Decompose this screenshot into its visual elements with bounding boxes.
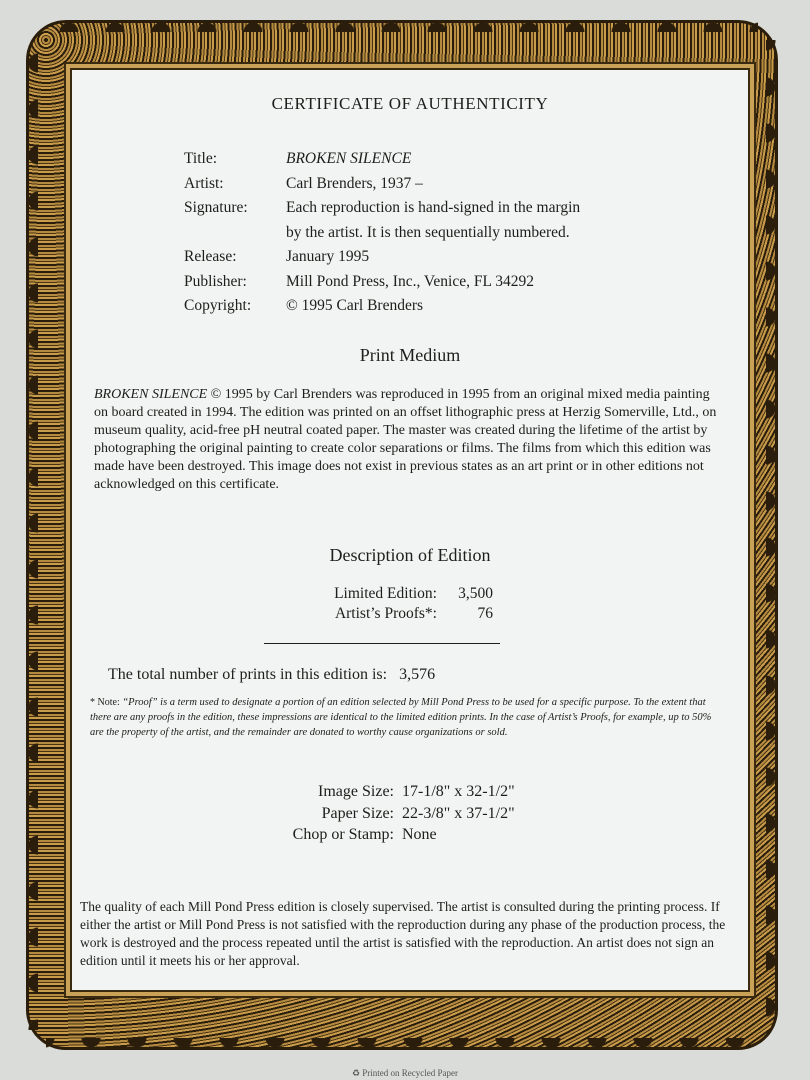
edition-table bbox=[292, 584, 493, 624]
artwork-info bbox=[184, 147, 666, 319]
edition-heading: Description of Edition bbox=[329, 545, 491, 565]
proof-note bbox=[90, 695, 720, 740]
info-row-release bbox=[184, 245, 666, 270]
size-row-paper bbox=[268, 803, 515, 825]
print-medium-heading: Print Medium bbox=[359, 345, 461, 365]
info-row-copyright bbox=[184, 294, 666, 319]
edition-row-proofs bbox=[292, 604, 493, 624]
info-row-publisher bbox=[184, 270, 666, 295]
info-label: Signature: bbox=[184, 199, 248, 216]
edition-label: Limited Edition: bbox=[334, 585, 437, 602]
size-table bbox=[268, 781, 515, 846]
size-row-chop bbox=[268, 824, 515, 846]
print-medium-title: BROKEN SILENCE bbox=[94, 387, 208, 402]
size-label: Chop or Stamp: bbox=[292, 826, 394, 843]
edition-value: 76 bbox=[477, 605, 493, 622]
size-value: None bbox=[402, 826, 437, 843]
edition-label: Artist’s Proofs*: bbox=[334, 605, 437, 622]
info-label: Artist: bbox=[184, 174, 224, 192]
info-value: © 1995 Carl Brenders bbox=[286, 297, 424, 314]
print-medium-body: © 1995 by Carl Brenders was reproduced in 1995 from an original mixed media painting on board created in 1994. The edition was printed on an offset lithographic press at Herzig Somerville, Ltd., on museum quality, acid-free pH neutral coated paper. The master was created during the lifetime of the artist by photographing the original painting to create color separations or films. The films from which this edition was made have been destroyed. This image does not exist in previous states as an art print or in other editions not acknowledged on this certificate. bbox=[94, 387, 717, 492]
border-scallop-top bbox=[46, 12, 758, 32]
info-value: Carl Brenders, 1937 – bbox=[286, 174, 423, 192]
print-medium-paragraph bbox=[94, 386, 720, 494]
info-value: January 1995 bbox=[286, 248, 370, 265]
info-value: BROKEN SILENCE bbox=[286, 150, 412, 167]
info-value: by the artist. It is then sequentially numbered. bbox=[286, 223, 570, 241]
certificate-title: CERTIFICATE OF AUTHENTICITY bbox=[271, 94, 549, 113]
total-value: 3,576 bbox=[399, 666, 436, 683]
size-label: Image Size: bbox=[318, 783, 394, 800]
recycled-paper-note: ♻ Printed on Recycled Paper bbox=[351, 1068, 459, 1078]
info-label: Publisher: bbox=[184, 272, 247, 290]
edition-total bbox=[108, 666, 435, 684]
note-lead: * Note: bbox=[90, 697, 120, 708]
info-label bbox=[184, 221, 286, 246]
size-value: 17-1/8" x 32-1/2" bbox=[402, 783, 515, 800]
info-row-signature-cont bbox=[184, 221, 666, 246]
border-scallop-bottom bbox=[46, 1038, 758, 1058]
divider bbox=[264, 643, 500, 644]
info-value: Mill Pond Press, Inc., Venice, FL 34292 bbox=[286, 272, 534, 290]
note-text: “Proof” is a term used to designate a portion of an edition selected by Mill Pond Press to be used for a specific purpose. To the extent that there are any proofs in the edition, these impressions are identical to the limited edition prints. In the case of Artist’s Proofs, for example, up to 50% are the property of the artist, and the remainder are donated to worthy cause organizations or sold. bbox=[90, 697, 712, 738]
info-row-signature bbox=[184, 196, 666, 221]
edition-row-limited bbox=[292, 584, 493, 604]
info-value: Each reproduction is hand-signed in the margin bbox=[286, 199, 581, 216]
info-row-artist bbox=[184, 172, 666, 197]
certificate-paper bbox=[72, 70, 748, 990]
info-row-title bbox=[184, 147, 666, 172]
size-row-image bbox=[268, 781, 515, 803]
quality-statement: The quality of each Mill Pond Press edition is closely supervised. The artist is consulted during the printing process. If either the artist or Mill Pond Press is not satisfied with the reproduction during any phase of the production process, the work is destroyed and the process repeated until the artist is satisfied with the reproduction. An artist does not sign an edition until it meets his or her approval. bbox=[80, 899, 726, 968]
border-scallop-left bbox=[18, 40, 38, 1030]
info-label: Title: bbox=[184, 150, 218, 167]
info-label: Release: bbox=[184, 248, 237, 265]
info-label: Copyright: bbox=[184, 297, 252, 314]
size-label: Paper Size: bbox=[321, 804, 394, 822]
border-scallop-right bbox=[766, 40, 786, 1030]
size-value: 22-3/8" x 37-1/2" bbox=[402, 804, 515, 822]
edition-value: 3,500 bbox=[458, 585, 493, 602]
total-label: The total number of prints in this edition is: bbox=[108, 666, 388, 683]
